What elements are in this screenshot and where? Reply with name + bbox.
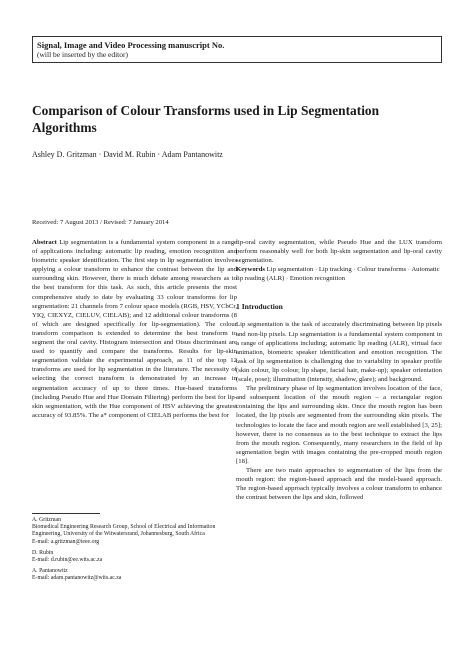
affiliation-rubin — [32, 550, 237, 564]
abstract-text: Lip segmentation is a fundamental system component in a range of applications including: automatic lip reading, emotion recognition and biometric speaker identification. The first step in lip segmentation involves applying a colour transform to enhance the contrast between the lip and surrounding skin. However, there is much debate among researchers as to the best transform for this task. As such, this article presents the most comprehensive study to date by evaluating 33 colour transforms for lip segmentation: 21 channels from 7 colour space models (RGB, HSV, YCbCr, YIQ, CIEXYZ, CIELUV, CIELAB); and 12 additional colour transforms (8 of which are designed specifically for lip-segmentation). The colour transform comparison is extended to determine the best transform to segment the oral cavity. Histogram intersection and Otsus discriminant are used to quantify and compare the transforms. Results for lip-skin segmentation validate the experimental approach, as 11 of the top 12 transforms are used for lip segmentation in the literature. The necessity of selecting the correct transform is demonstrated by an increase in segmentation accuracy of up to three times. Hue-based transforms (including Pseudo Hue and Hue Domain Filtering) perform the best for lip-skin segmentation, with the Hue component of HSV achieving the greatest accuracy of 93.85%. The a* component of CIELAB performs the best for — [32, 239, 237, 419]
journal-header-box — [32, 36, 442, 63]
affiliation-name: A. Gritzman — [32, 517, 61, 523]
submission-dates: Received: 7 August 2013 / Revised: 7 January 2014 — [32, 219, 169, 226]
affiliation-email: E-mail: a.gritzman@ieee.org — [32, 538, 100, 545]
footnote-rule — [32, 513, 100, 514]
keywords-text: Lip segmentation · Lip tracking · Colour transforms · Automatic lip reading (ALR) · Emotion recognition — [236, 266, 440, 283]
affiliation-name: D. Rubin — [32, 549, 54, 556]
affiliation-email: E-mail: adam.pantanowitz@wits.ac.za — [32, 575, 122, 582]
intro-paragraph: There are two main approaches to segmentation of the lips from the mouth region: the region-based approach and the model-based approach. The region-based approach typically involves a colour transform to enhance the contrast between the lips and skin, followed — [236, 466, 442, 502]
keywords — [236, 265, 442, 283]
intro-paragraph: The preliminary phase of lip segmentation involves location of the face, and subsequent location of the mouth region – a rectangular region containing the lips and surrounding skin. Once the mouth region has been located, the lip pixels are segmented from the surrounding skin pixels. The technologies to locate the face and mouth region are well established [3, 25]; however, there is no consensus as to the best technique to extract the lips from the mouth region. Consequently, many researchers in the field of lip segmentation begin with images containing the pre-cropped mouth region [18]. — [236, 385, 442, 465]
paper-title: Comparison of Colour Transforms used in Lip Segmentation Algorithms — [32, 103, 380, 135]
left-column — [32, 238, 237, 420]
affiliation-name: A. Pantanowitz — [32, 568, 68, 575]
keywords-label: Keywords — [236, 266, 265, 274]
right-column — [236, 238, 442, 502]
abstract-continued: lip-oral cavity segmentation, while Pseudo Hue and the LUX transform perform reasonably well for both lip-skin segmentation and lip-oral cavity segmentation. — [236, 239, 442, 265]
affiliation-address: Biomedical Engineering Research Group, School of Electrical and Information Engineering, University of the Witwatersrand, Johannesburg, South Africa — [32, 524, 216, 538]
affiliations — [32, 517, 237, 587]
affiliation-pantanowitz — [32, 568, 237, 582]
affiliation-email: E-mail: d.rubin@ee.wits.ac.za — [32, 557, 103, 564]
abstract — [32, 238, 237, 420]
abstract-label: Abstract — [32, 239, 57, 246]
introduction-heading: 1 Introduction — [236, 302, 283, 312]
affiliation-gritzman — [32, 517, 237, 546]
journal-name: Signal, Image and Video Processing manuscript No. — [37, 40, 225, 50]
author-list: Ashley D. Gritzman · David M. Rubin · Adam Pantanowitz — [32, 150, 223, 159]
journal-note: (will be inserted by the editor) — [37, 50, 129, 59]
intro-paragraph: Lip segmentation is the task of accurately discriminating between lip pixels and non-lip pixels. Lip segmentation is a fundamental system component in a range of applications including; automatic lip reading (ALR), virtual face animation, biometric speaker identification and emotion recognition. The task of lip segmentation is challenging due to variability in speaker profile (skin colour, lip colour, lip shape, facial hair, make-up); speaker orientation (scale, pose); illumination (intensity, shadow, glare); and background. — [236, 321, 442, 384]
